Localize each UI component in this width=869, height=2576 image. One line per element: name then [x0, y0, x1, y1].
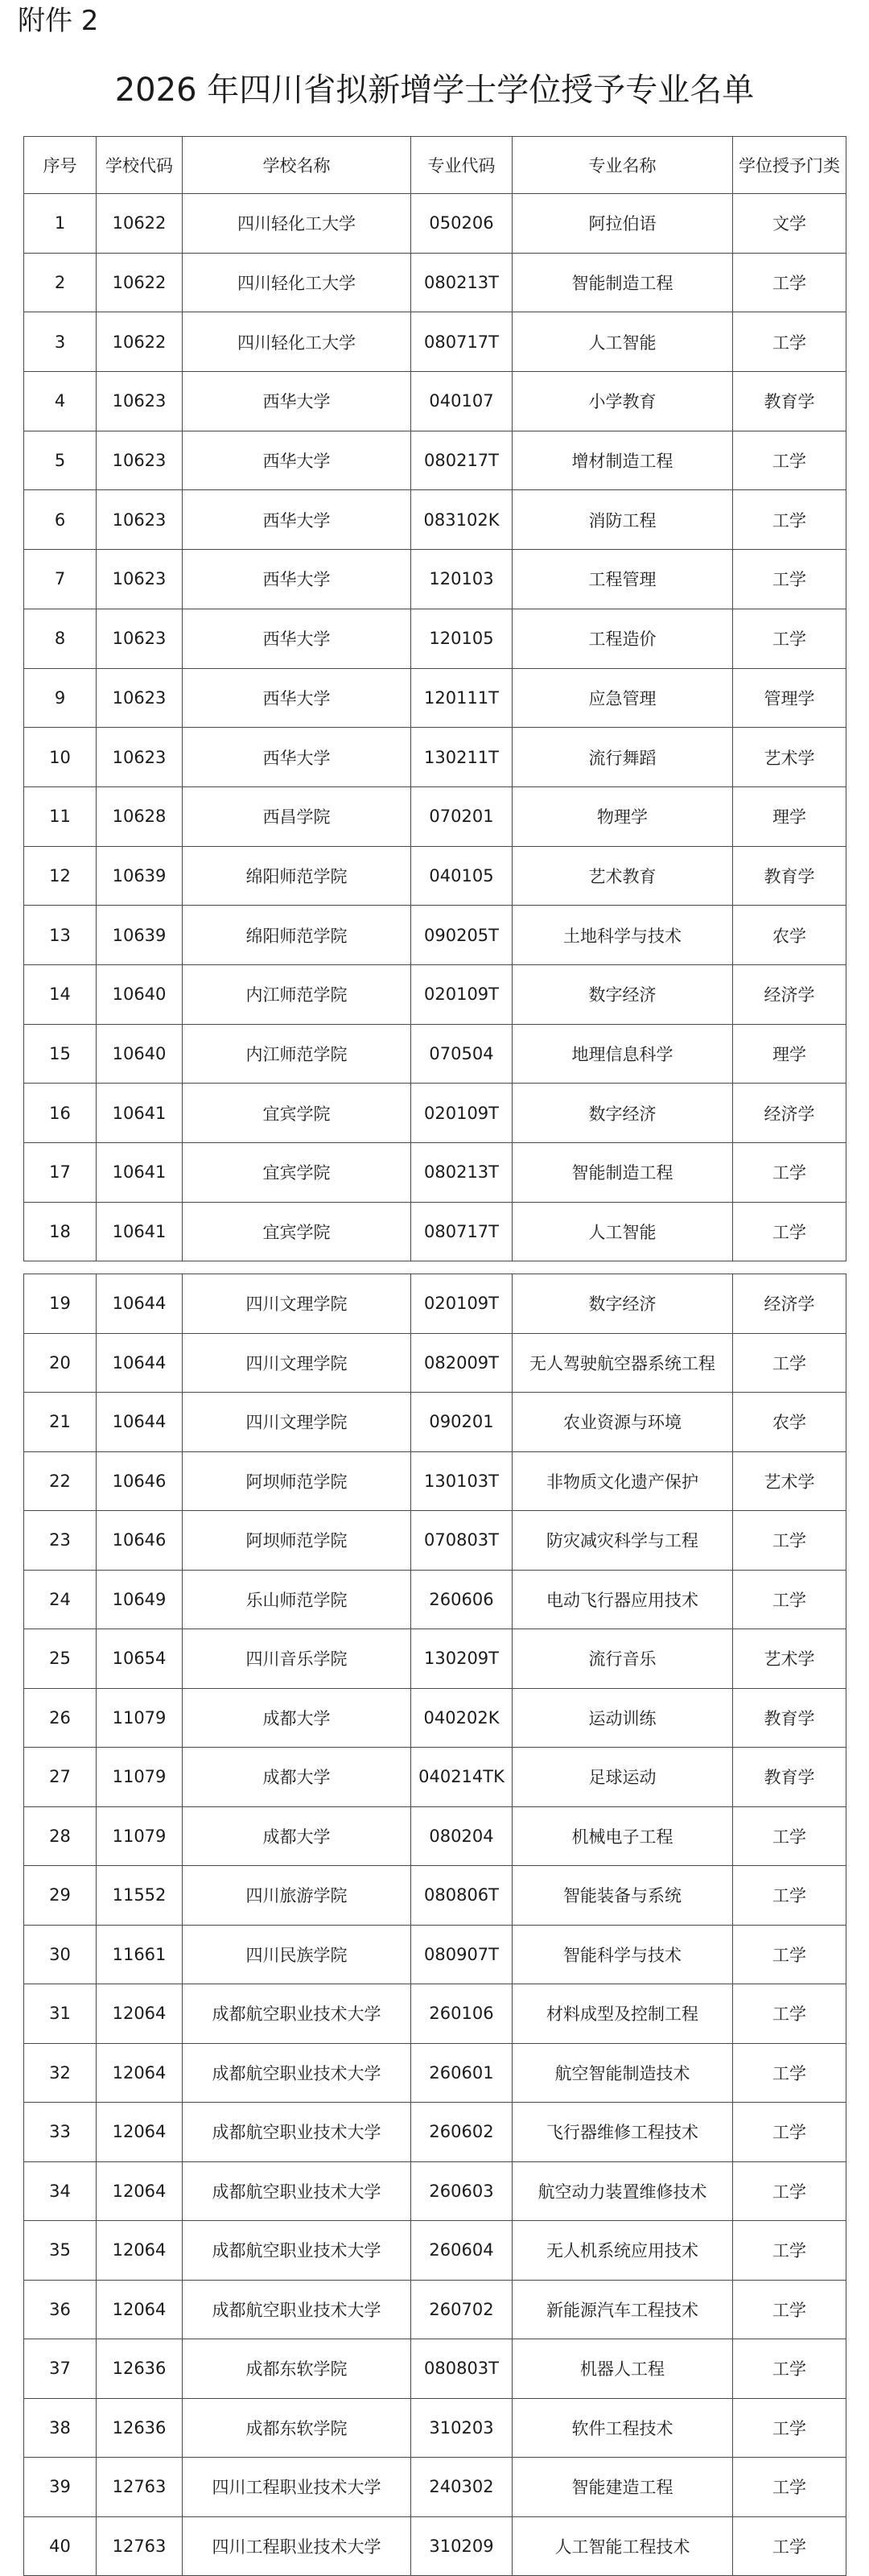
major-code-cell: 080806T [411, 1866, 513, 1926]
school-code-cell: 10639 [97, 906, 183, 965]
major-name-cell: 智能制造工程 [513, 1143, 733, 1203]
major-name-cell: 运动训练 [513, 1688, 733, 1748]
seq-cell: 28 [24, 1806, 97, 1866]
major-name-cell: 工程管理 [513, 550, 733, 609]
school-name-cell: 内江师范学院 [183, 1024, 411, 1084]
attachment-label: 附件 2 [18, 5, 99, 37]
degree-category-cell: 理学 [733, 1024, 846, 1084]
degree-category-cell: 工学 [733, 312, 846, 372]
seq-cell: 32 [24, 2043, 97, 2103]
school-name-cell: 西昌学院 [183, 786, 411, 846]
major-code-cell: 310203 [411, 2398, 513, 2458]
school-name-cell: 四川轻化工大学 [183, 253, 411, 312]
degree-category-cell: 教育学 [733, 846, 846, 906]
major-name-cell: 软件工程技术 [513, 2398, 733, 2458]
major-code-cell: 040105 [411, 846, 513, 906]
table-row [24, 906, 846, 965]
school-name-cell: 西华大学 [183, 372, 411, 431]
major-code-cell: 240302 [411, 2458, 513, 2517]
table-row [24, 1084, 846, 1143]
major-code-cell: 040202K [411, 1688, 513, 1748]
major-name-cell: 流行舞蹈 [513, 728, 733, 787]
school-code-cell: 10640 [97, 1024, 183, 1084]
school-name-cell: 宜宾学院 [183, 1143, 411, 1203]
table-row [24, 2398, 846, 2458]
seq-cell: 9 [24, 668, 97, 728]
school-code-cell: 10644 [97, 1333, 183, 1393]
school-name-cell: 乐山师范学院 [183, 1570, 411, 1629]
table-row [24, 312, 846, 372]
degree-category-cell: 教育学 [733, 1748, 846, 1807]
degree-category-cell: 工学 [733, 609, 846, 668]
seq-cell: 35 [24, 2221, 97, 2281]
seq-cell: 8 [24, 609, 97, 668]
major-code-cell: 080213T [411, 1143, 513, 1203]
major-code-cell: 070201 [411, 786, 513, 846]
degree-category-cell: 工学 [733, 1143, 846, 1203]
school-code-cell: 11079 [97, 1748, 183, 1807]
table-row [24, 194, 846, 254]
major-code-cell: 070504 [411, 1024, 513, 1084]
school-code-cell: 12763 [97, 2458, 183, 2517]
school-name-cell: 四川文理学院 [183, 1333, 411, 1393]
table-row [24, 728, 846, 787]
seq-cell: 5 [24, 431, 97, 490]
major-name-cell: 地理信息科学 [513, 1024, 733, 1084]
degree-category-cell: 工学 [733, 1202, 846, 1261]
school-name-cell: 宜宾学院 [183, 1202, 411, 1261]
seq-cell: 34 [24, 2161, 97, 2221]
major-code-cell: 090201 [411, 1393, 513, 1452]
table-row [24, 2161, 846, 2221]
table-row [24, 1984, 846, 2044]
degree-category-cell: 工学 [733, 2280, 846, 2339]
major-name-cell: 无人机系统应用技术 [513, 2221, 733, 2281]
major-code-cell: 260603 [411, 2161, 513, 2221]
major-name-cell: 非物质文化遗产保护 [513, 1451, 733, 1511]
school-name-cell: 绵阳师范学院 [183, 846, 411, 906]
school-code-cell: 10623 [97, 490, 183, 550]
major-code-cell: 120111T [411, 668, 513, 728]
degree-category-cell: 农学 [733, 1393, 846, 1452]
major-name-cell: 物理学 [513, 786, 733, 846]
school-code-cell: 12763 [97, 2516, 183, 2576]
table-row [24, 550, 846, 609]
school-name-cell: 西华大学 [183, 550, 411, 609]
school-name-cell: 成都航空职业技术大学 [183, 2103, 411, 2162]
table-row [24, 1202, 846, 1261]
table-row [24, 1274, 846, 1334]
major-code-cell: 080217T [411, 431, 513, 490]
degree-category-cell: 工学 [733, 2339, 846, 2399]
seq-cell: 22 [24, 1451, 97, 1511]
school-code-cell: 10641 [97, 1084, 183, 1143]
header-seq: 序号 [24, 137, 97, 194]
degree-category-cell: 工学 [733, 1984, 846, 2044]
major-name-cell: 消防工程 [513, 490, 733, 550]
major-name-cell: 足球运动 [513, 1748, 733, 1807]
table-row [24, 490, 846, 550]
major-name-cell: 增材制造工程 [513, 431, 733, 490]
major-name-cell: 飞行器维修工程技术 [513, 2103, 733, 2162]
seq-cell: 13 [24, 906, 97, 965]
degree-category-cell: 工学 [733, 490, 846, 550]
table-row [24, 2103, 846, 2162]
major-name-cell: 人工智能工程技术 [513, 2516, 733, 2576]
degree-category-cell: 工学 [733, 2161, 846, 2221]
degree-category-cell: 工学 [733, 2398, 846, 2458]
school-code-cell: 10623 [97, 550, 183, 609]
major-name-cell: 工程造价 [513, 609, 733, 668]
degree-category-cell: 管理学 [733, 668, 846, 728]
school-code-cell: 10622 [97, 312, 183, 372]
degree-category-cell: 工学 [733, 1511, 846, 1571]
major-name-cell: 智能装备与系统 [513, 1866, 733, 1926]
major-name-cell: 数字经济 [513, 1274, 733, 1334]
school-name-cell: 四川音乐学院 [183, 1629, 411, 1689]
major-name-cell: 阿拉伯语 [513, 194, 733, 254]
school-code-cell: 10623 [97, 372, 183, 431]
table-row [24, 1143, 846, 1203]
seq-cell: 39 [24, 2458, 97, 2517]
table-row [24, 1333, 846, 1393]
major-name-cell: 智能制造工程 [513, 253, 733, 312]
school-name-cell: 四川工程职业技术大学 [183, 2516, 411, 2576]
school-name-cell: 宜宾学院 [183, 1084, 411, 1143]
major-code-cell: 020109T [411, 964, 513, 1024]
degree-category-cell: 工学 [733, 1333, 846, 1393]
table-row [24, 2280, 846, 2339]
major-code-cell: 050206 [411, 194, 513, 254]
seq-cell: 23 [24, 1511, 97, 1571]
seq-cell: 31 [24, 1984, 97, 2044]
school-name-cell: 成都东软学院 [183, 2339, 411, 2399]
table-row [24, 2516, 846, 2576]
seq-cell: 1 [24, 194, 97, 254]
major-name-cell: 人工智能 [513, 312, 733, 372]
school-name-cell: 阿坝师范学院 [183, 1451, 411, 1511]
school-code-cell: 12636 [97, 2398, 183, 2458]
school-code-cell: 12064 [97, 2043, 183, 2103]
school-code-cell: 10646 [97, 1511, 183, 1571]
header-school-code: 学校代码 [97, 137, 183, 194]
degree-category-cell: 工学 [733, 2221, 846, 2281]
major-name-cell: 智能建造工程 [513, 2458, 733, 2517]
major-code-cell: 260702 [411, 2280, 513, 2339]
major-code-cell: 082009T [411, 1333, 513, 1393]
school-code-cell: 10623 [97, 668, 183, 728]
table-row [24, 1451, 846, 1511]
major-code-cell: 083102K [411, 490, 513, 550]
degree-category-cell: 工学 [733, 1925, 846, 1984]
school-code-cell: 10623 [97, 609, 183, 668]
school-name-cell: 绵阳师范学院 [183, 906, 411, 965]
seq-cell: 14 [24, 964, 97, 1024]
degree-category-cell: 工学 [733, 2103, 846, 2162]
degree-category-cell: 工学 [733, 550, 846, 609]
table-row [24, 1688, 846, 1748]
header-school-name: 学校名称 [183, 137, 411, 194]
seq-cell: 21 [24, 1393, 97, 1452]
major-name-cell: 材料成型及控制工程 [513, 1984, 733, 2044]
school-name-cell: 成都航空职业技术大学 [183, 1984, 411, 2044]
degree-category-cell: 工学 [733, 2458, 846, 2517]
seq-cell: 16 [24, 1084, 97, 1143]
degree-category-cell: 经济学 [733, 1274, 846, 1334]
major-name-cell: 航空动力装置维修技术 [513, 2161, 733, 2221]
seq-cell: 27 [24, 1748, 97, 1807]
school-code-cell: 12064 [97, 2280, 183, 2339]
table-row [24, 1393, 846, 1452]
major-code-cell: 040107 [411, 372, 513, 431]
school-name-cell: 四川文理学院 [183, 1393, 411, 1452]
seq-cell: 19 [24, 1274, 97, 1334]
school-code-cell: 12636 [97, 2339, 183, 2399]
major-code-cell: 260604 [411, 2221, 513, 2281]
table-row [24, 2221, 846, 2281]
major-code-cell: 040214TK [411, 1748, 513, 1807]
degree-category-cell: 工学 [733, 1570, 846, 1629]
school-code-cell: 10644 [97, 1274, 183, 1334]
major-list-table-part-2 [23, 1274, 846, 2576]
seq-cell: 36 [24, 2280, 97, 2339]
table-row [24, 668, 846, 728]
table-row [24, 846, 846, 906]
table-row [24, 1024, 846, 1084]
degree-category-cell: 工学 [733, 2516, 846, 2576]
degree-category-cell: 艺术学 [733, 728, 846, 787]
table-row [24, 1866, 846, 1926]
seq-cell: 3 [24, 312, 97, 372]
seq-cell: 29 [24, 1866, 97, 1926]
major-name-cell: 农业资源与环境 [513, 1393, 733, 1452]
seq-cell: 24 [24, 1570, 97, 1629]
degree-category-cell: 教育学 [733, 372, 846, 431]
degree-category-cell: 教育学 [733, 1688, 846, 1748]
school-name-cell: 成都大学 [183, 1748, 411, 1807]
seq-cell: 38 [24, 2398, 97, 2458]
school-name-cell: 四川旅游学院 [183, 1866, 411, 1926]
degree-category-cell: 经济学 [733, 1084, 846, 1143]
major-code-cell: 130209T [411, 1629, 513, 1689]
seq-cell: 30 [24, 1925, 97, 1984]
degree-category-cell: 工学 [733, 2043, 846, 2103]
table-row [24, 1806, 846, 1866]
school-name-cell: 四川文理学院 [183, 1274, 411, 1334]
seq-cell: 17 [24, 1143, 97, 1203]
table-row [24, 964, 846, 1024]
seq-cell: 37 [24, 2339, 97, 2399]
seq-cell: 2 [24, 253, 97, 312]
school-code-cell: 11661 [97, 1925, 183, 1984]
table-row [24, 253, 846, 312]
degree-category-cell: 理学 [733, 786, 846, 846]
school-name-cell: 四川工程职业技术大学 [183, 2458, 411, 2517]
table-row [24, 1570, 846, 1629]
major-name-cell: 流行音乐 [513, 1629, 733, 1689]
major-code-cell: 080204 [411, 1806, 513, 1866]
school-name-cell: 内江师范学院 [183, 964, 411, 1024]
header-major-code: 专业代码 [411, 137, 513, 194]
seq-cell: 11 [24, 786, 97, 846]
school-name-cell: 西华大学 [183, 431, 411, 490]
school-code-cell: 10622 [97, 253, 183, 312]
school-code-cell: 10623 [97, 431, 183, 490]
major-code-cell: 080213T [411, 253, 513, 312]
school-name-cell: 成都大学 [183, 1688, 411, 1748]
seq-cell: 25 [24, 1629, 97, 1689]
table-row [24, 786, 846, 846]
school-name-cell: 四川轻化工大学 [183, 194, 411, 254]
seq-cell: 6 [24, 490, 97, 550]
table-row [24, 2043, 846, 2103]
seq-cell: 18 [24, 1202, 97, 1261]
major-code-cell: 260606 [411, 1570, 513, 1629]
school-code-cell: 12064 [97, 1984, 183, 2044]
table-row [24, 1925, 846, 1984]
major-name-cell: 无人驾驶航空器系统工程 [513, 1333, 733, 1393]
major-code-cell: 130103T [411, 1451, 513, 1511]
document-title: 2026 年四川省拟新增学士学位授予专业名单 [114, 72, 755, 109]
school-code-cell: 10640 [97, 964, 183, 1024]
school-name-cell: 西华大学 [183, 609, 411, 668]
table-row [24, 2458, 846, 2517]
major-code-cell: 120103 [411, 550, 513, 609]
major-code-cell: 080717T [411, 1202, 513, 1261]
degree-category-cell: 艺术学 [733, 1629, 846, 1689]
school-name-cell: 成都航空职业技术大学 [183, 2161, 411, 2221]
table-row [24, 431, 846, 490]
school-code-cell: 10639 [97, 846, 183, 906]
major-list-table-part-1 [23, 136, 846, 1261]
major-code-cell: 020109T [411, 1084, 513, 1143]
school-name-cell: 阿坝师范学院 [183, 1511, 411, 1571]
seq-cell: 33 [24, 2103, 97, 2162]
school-code-cell: 12064 [97, 2103, 183, 2162]
major-name-cell: 防灾减灾科学与工程 [513, 1511, 733, 1571]
school-name-cell: 西华大学 [183, 728, 411, 787]
school-name-cell: 成都航空职业技术大学 [183, 2280, 411, 2339]
table-body-part-1 [24, 194, 846, 1261]
school-code-cell: 10641 [97, 1202, 183, 1261]
major-code-cell: 090205T [411, 906, 513, 965]
degree-category-cell: 工学 [733, 253, 846, 312]
degree-category-cell: 农学 [733, 906, 846, 965]
seq-cell: 10 [24, 728, 97, 787]
school-code-cell: 10622 [97, 194, 183, 254]
school-code-cell: 10646 [97, 1451, 183, 1511]
school-code-cell: 10644 [97, 1393, 183, 1452]
degree-category-cell: 工学 [733, 1806, 846, 1866]
seq-cell: 12 [24, 846, 97, 906]
table-row [24, 2339, 846, 2399]
major-code-cell: 070803T [411, 1511, 513, 1571]
school-code-cell: 10641 [97, 1143, 183, 1203]
major-code-cell: 120105 [411, 609, 513, 668]
school-name-cell: 成都大学 [183, 1806, 411, 1866]
major-code-cell: 260106 [411, 1984, 513, 2044]
header-major-name: 专业名称 [513, 137, 733, 194]
major-name-cell: 土地科学与技术 [513, 906, 733, 965]
major-name-cell: 智能科学与技术 [513, 1925, 733, 1984]
table-row [24, 609, 846, 668]
major-name-cell: 小学教育 [513, 372, 733, 431]
seq-cell: 15 [24, 1024, 97, 1084]
degree-category-cell: 艺术学 [733, 1451, 846, 1511]
school-code-cell: 11079 [97, 1806, 183, 1866]
degree-category-cell: 文学 [733, 194, 846, 254]
seq-cell: 26 [24, 1688, 97, 1748]
school-name-cell: 成都航空职业技术大学 [183, 2043, 411, 2103]
table-row [24, 1511, 846, 1571]
major-name-cell: 机械电子工程 [513, 1806, 733, 1866]
major-code-cell: 260601 [411, 2043, 513, 2103]
header-degree-category: 学位授予门类 [733, 137, 846, 194]
major-name-cell: 新能源汽车工程技术 [513, 2280, 733, 2339]
major-name-cell: 人工智能 [513, 1202, 733, 1261]
major-name-cell: 数字经济 [513, 1084, 733, 1143]
table-row [24, 1748, 846, 1807]
school-name-cell: 西华大学 [183, 668, 411, 728]
school-code-cell: 10654 [97, 1629, 183, 1689]
major-code-cell: 130211T [411, 728, 513, 787]
major-code-cell: 310209 [411, 2516, 513, 2576]
seq-cell: 4 [24, 372, 97, 431]
school-name-cell: 四川民族学院 [183, 1925, 411, 1984]
major-name-cell: 航空智能制造技术 [513, 2043, 733, 2103]
table-body-part-2 [24, 1274, 846, 2576]
major-name-cell: 艺术教育 [513, 846, 733, 906]
major-code-cell: 020109T [411, 1274, 513, 1334]
major-name-cell: 应急管理 [513, 668, 733, 728]
seq-cell: 40 [24, 2516, 97, 2576]
major-name-cell: 机器人工程 [513, 2339, 733, 2399]
school-code-cell: 10628 [97, 786, 183, 846]
school-code-cell: 10623 [97, 728, 183, 787]
school-name-cell: 成都东软学院 [183, 2398, 411, 2458]
major-code-cell: 080717T [411, 312, 513, 372]
major-code-cell: 080907T [411, 1925, 513, 1984]
seq-cell: 7 [24, 550, 97, 609]
major-code-cell: 080803T [411, 2339, 513, 2399]
table-row [24, 1629, 846, 1689]
degree-category-cell: 工学 [733, 431, 846, 490]
school-code-cell: 11079 [97, 1688, 183, 1748]
table-header-row [24, 137, 846, 194]
major-name-cell: 电动飞行器应用技术 [513, 1570, 733, 1629]
school-code-cell: 12064 [97, 2221, 183, 2281]
school-code-cell: 12064 [97, 2161, 183, 2221]
degree-category-cell: 经济学 [733, 964, 846, 1024]
major-code-cell: 260602 [411, 2103, 513, 2162]
school-name-cell: 西华大学 [183, 490, 411, 550]
major-name-cell: 数字经济 [513, 964, 733, 1024]
seq-cell: 20 [24, 1333, 97, 1393]
school-code-cell: 10649 [97, 1570, 183, 1629]
school-code-cell: 11552 [97, 1866, 183, 1926]
school-name-cell: 成都航空职业技术大学 [183, 2221, 411, 2281]
degree-category-cell: 工学 [733, 1866, 846, 1926]
school-name-cell: 四川轻化工大学 [183, 312, 411, 372]
table-row [24, 372, 846, 431]
